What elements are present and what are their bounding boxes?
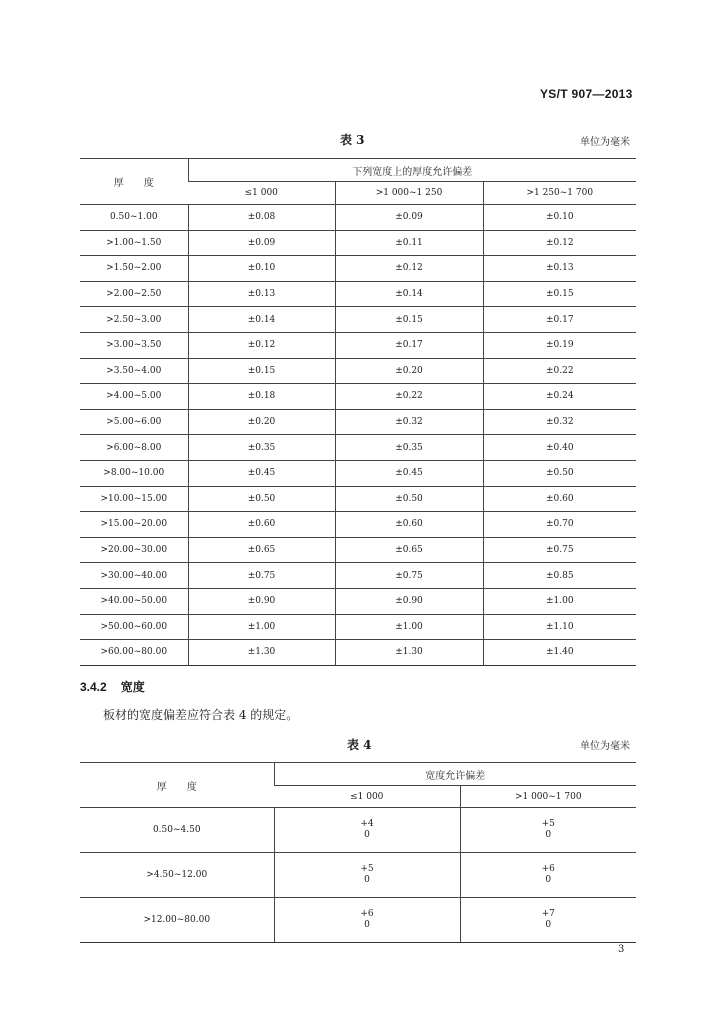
tolerance-cell: ±0.45 <box>335 460 483 486</box>
tolerance-cell: ±0.35 <box>335 435 483 461</box>
tolerance-cell: ±0.15 <box>188 358 335 384</box>
table-row <box>80 230 636 256</box>
tolerance-cell: ±0.08 <box>188 205 335 231</box>
table4-caption: 表 4 <box>347 738 372 752</box>
thickness-cell: >40.00~50.00 <box>80 588 188 614</box>
thickness-cell: >1.50~2.00 <box>80 256 188 282</box>
thickness-cell: >5.00~6.00 <box>80 409 188 435</box>
width-deviation-cell <box>460 898 636 943</box>
width-deviation-cell <box>460 808 636 853</box>
thickness-cell: >20.00~30.00 <box>80 537 188 563</box>
thickness-cell: >8.00~10.00 <box>80 460 188 486</box>
body-paragraph: 板材的宽度偏差应符合表 4 的规定。 <box>103 708 299 722</box>
section-title: 宽度 <box>120 680 145 694</box>
table3-thickness-header: 厚 度 <box>80 159 188 205</box>
width-deviation-cell <box>460 853 636 898</box>
table-row <box>80 256 636 282</box>
tolerance-cell: ±0.15 <box>335 307 483 333</box>
page-number: 3 <box>618 944 625 955</box>
table3-col-header: >1 250~1 700 <box>483 182 636 205</box>
tolerance-cell: ±0.32 <box>335 409 483 435</box>
tolerance-cell: ±1.10 <box>483 614 636 640</box>
upper-deviation: +4 <box>360 819 374 829</box>
upper-deviation: +5 <box>541 819 555 829</box>
tolerance-cell: ±0.19 <box>483 332 636 358</box>
tolerance-cell: ±0.90 <box>188 588 335 614</box>
tolerance-cell: ±0.65 <box>188 537 335 563</box>
upper-deviation: +6 <box>360 909 374 919</box>
tolerance-cell: ±0.22 <box>483 358 636 384</box>
tolerance-cell: ±0.17 <box>483 307 636 333</box>
tolerance-cell: ±0.22 <box>335 384 483 410</box>
tolerance-cell: ±1.40 <box>483 640 636 666</box>
tolerance-cell: ±0.90 <box>335 588 483 614</box>
table-row <box>80 384 636 410</box>
thickness-cell: 0.50~1.00 <box>80 205 188 231</box>
table-row <box>80 486 636 512</box>
tolerance-cell: ±0.20 <box>188 409 335 435</box>
table-row <box>80 205 636 231</box>
table3-unit: 单位为毫米 <box>580 137 630 148</box>
section-number: 3.4.2 <box>80 680 107 694</box>
table4-thickness-header: 厚 度 <box>80 763 274 808</box>
table-row <box>80 853 636 898</box>
tolerance-cell: ±0.13 <box>483 256 636 282</box>
tolerance-cell: ±0.11 <box>335 230 483 256</box>
table3-caption: 表 3 <box>340 133 365 147</box>
tolerance-cell: ±0.17 <box>335 332 483 358</box>
tolerance-cell: ±1.00 <box>335 614 483 640</box>
thickness-cell: >30.00~40.00 <box>80 563 188 589</box>
table3-group-header: 下列宽度上的厚度允许偏差 <box>188 159 636 182</box>
table-row <box>80 537 636 563</box>
tolerance-cell: ±0.70 <box>483 512 636 538</box>
tolerance-cell: ±0.50 <box>188 486 335 512</box>
upper-deviation: +6 <box>541 864 555 874</box>
lower-deviation: 0 <box>364 830 370 840</box>
width-deviation-cell <box>274 808 460 853</box>
table-row <box>80 435 636 461</box>
tolerance-cell: ±0.09 <box>335 205 483 231</box>
tolerance-cell: ±0.10 <box>483 205 636 231</box>
table-row <box>80 512 636 538</box>
thickness-cell: >3.00~3.50 <box>80 332 188 358</box>
tolerance-cell: ±0.18 <box>188 384 335 410</box>
tolerance-cell: ±0.09 <box>188 230 335 256</box>
tolerance-cell: ±1.30 <box>335 640 483 666</box>
thickness-cell: >4.50~12.00 <box>80 853 274 898</box>
tolerance-cell: ±0.14 <box>188 307 335 333</box>
tolerance-cell: ±0.75 <box>483 537 636 563</box>
table4-col-header: >1 000~1 700 <box>460 786 636 808</box>
table-row <box>80 588 636 614</box>
thickness-cell: >4.00~5.00 <box>80 384 188 410</box>
thickness-cell: >3.50~4.00 <box>80 358 188 384</box>
table3-col-header: ≤1 000 <box>188 182 335 205</box>
table-row <box>80 409 636 435</box>
upper-deviation: +5 <box>360 864 374 874</box>
tolerance-cell: ±0.60 <box>188 512 335 538</box>
table-row <box>80 614 636 640</box>
upper-deviation: +7 <box>541 909 555 919</box>
section-heading <box>80 678 145 695</box>
tolerance-cell: ±0.85 <box>483 563 636 589</box>
table4-col-header: ≤1 000 <box>274 786 460 808</box>
thickness-cell: >2.00~2.50 <box>80 281 188 307</box>
thickness-cell: 0.50~4.50 <box>80 808 274 853</box>
tolerance-cell: ±1.00 <box>188 614 335 640</box>
thickness-cell: >15.00~20.00 <box>80 512 188 538</box>
tolerance-cell: ±0.60 <box>335 512 483 538</box>
tolerance-cell: ±0.32 <box>483 409 636 435</box>
tolerance-cell: ±0.24 <box>483 384 636 410</box>
tolerance-cell: ±0.60 <box>483 486 636 512</box>
lower-deviation: 0 <box>545 875 552 885</box>
table3-col-header: >1 000~1 250 <box>335 182 483 205</box>
table3 <box>80 158 636 666</box>
tolerance-cell: ±0.40 <box>483 435 636 461</box>
table-row <box>80 281 636 307</box>
tolerance-cell: ±0.65 <box>335 537 483 563</box>
thickness-cell: >1.00~1.50 <box>80 230 188 256</box>
lower-deviation: 0 <box>545 920 552 930</box>
tolerance-cell: ±0.15 <box>483 281 636 307</box>
table-row <box>80 307 636 333</box>
thickness-cell: >2.50~3.00 <box>80 307 188 333</box>
thickness-cell: >6.00~8.00 <box>80 435 188 461</box>
tolerance-cell: ±0.50 <box>483 460 636 486</box>
tolerance-cell: ±0.10 <box>188 256 335 282</box>
tolerance-cell: ±0.50 <box>335 486 483 512</box>
table-row <box>80 898 636 943</box>
table-row <box>80 640 636 666</box>
lower-deviation: 0 <box>364 875 370 885</box>
tolerance-cell: ±0.13 <box>188 281 335 307</box>
tolerance-cell: ±0.35 <box>188 435 335 461</box>
table4-unit: 单位为毫米 <box>580 741 630 752</box>
document-code: YS/T 907—2013 <box>540 87 633 101</box>
tolerance-cell: ±0.14 <box>335 281 483 307</box>
tolerance-cell: ±0.12 <box>483 230 636 256</box>
table-row <box>80 563 636 589</box>
width-deviation-cell <box>274 853 460 898</box>
lower-deviation: 0 <box>545 830 552 840</box>
table4 <box>80 762 636 943</box>
table-row <box>80 808 636 853</box>
table-row <box>80 460 636 486</box>
tolerance-cell: ±1.00 <box>483 588 636 614</box>
thickness-cell: >12.00~80.00 <box>80 898 274 943</box>
tolerance-cell: ±0.12 <box>335 256 483 282</box>
table-row <box>80 332 636 358</box>
table-row <box>80 358 636 384</box>
tolerance-cell: ±0.75 <box>188 563 335 589</box>
tolerance-cell: ±0.75 <box>335 563 483 589</box>
tolerance-cell: ±0.12 <box>188 332 335 358</box>
table4-group-header: 宽度允许偏差 <box>274 763 636 786</box>
thickness-cell: >10.00~15.00 <box>80 486 188 512</box>
width-deviation-cell <box>274 898 460 943</box>
tolerance-cell: ±0.20 <box>335 358 483 384</box>
lower-deviation: 0 <box>364 920 370 930</box>
thickness-cell: >60.00~80.00 <box>80 640 188 666</box>
thickness-cell: >50.00~60.00 <box>80 614 188 640</box>
tolerance-cell: ±0.45 <box>188 460 335 486</box>
tolerance-cell: ±1.30 <box>188 640 335 666</box>
